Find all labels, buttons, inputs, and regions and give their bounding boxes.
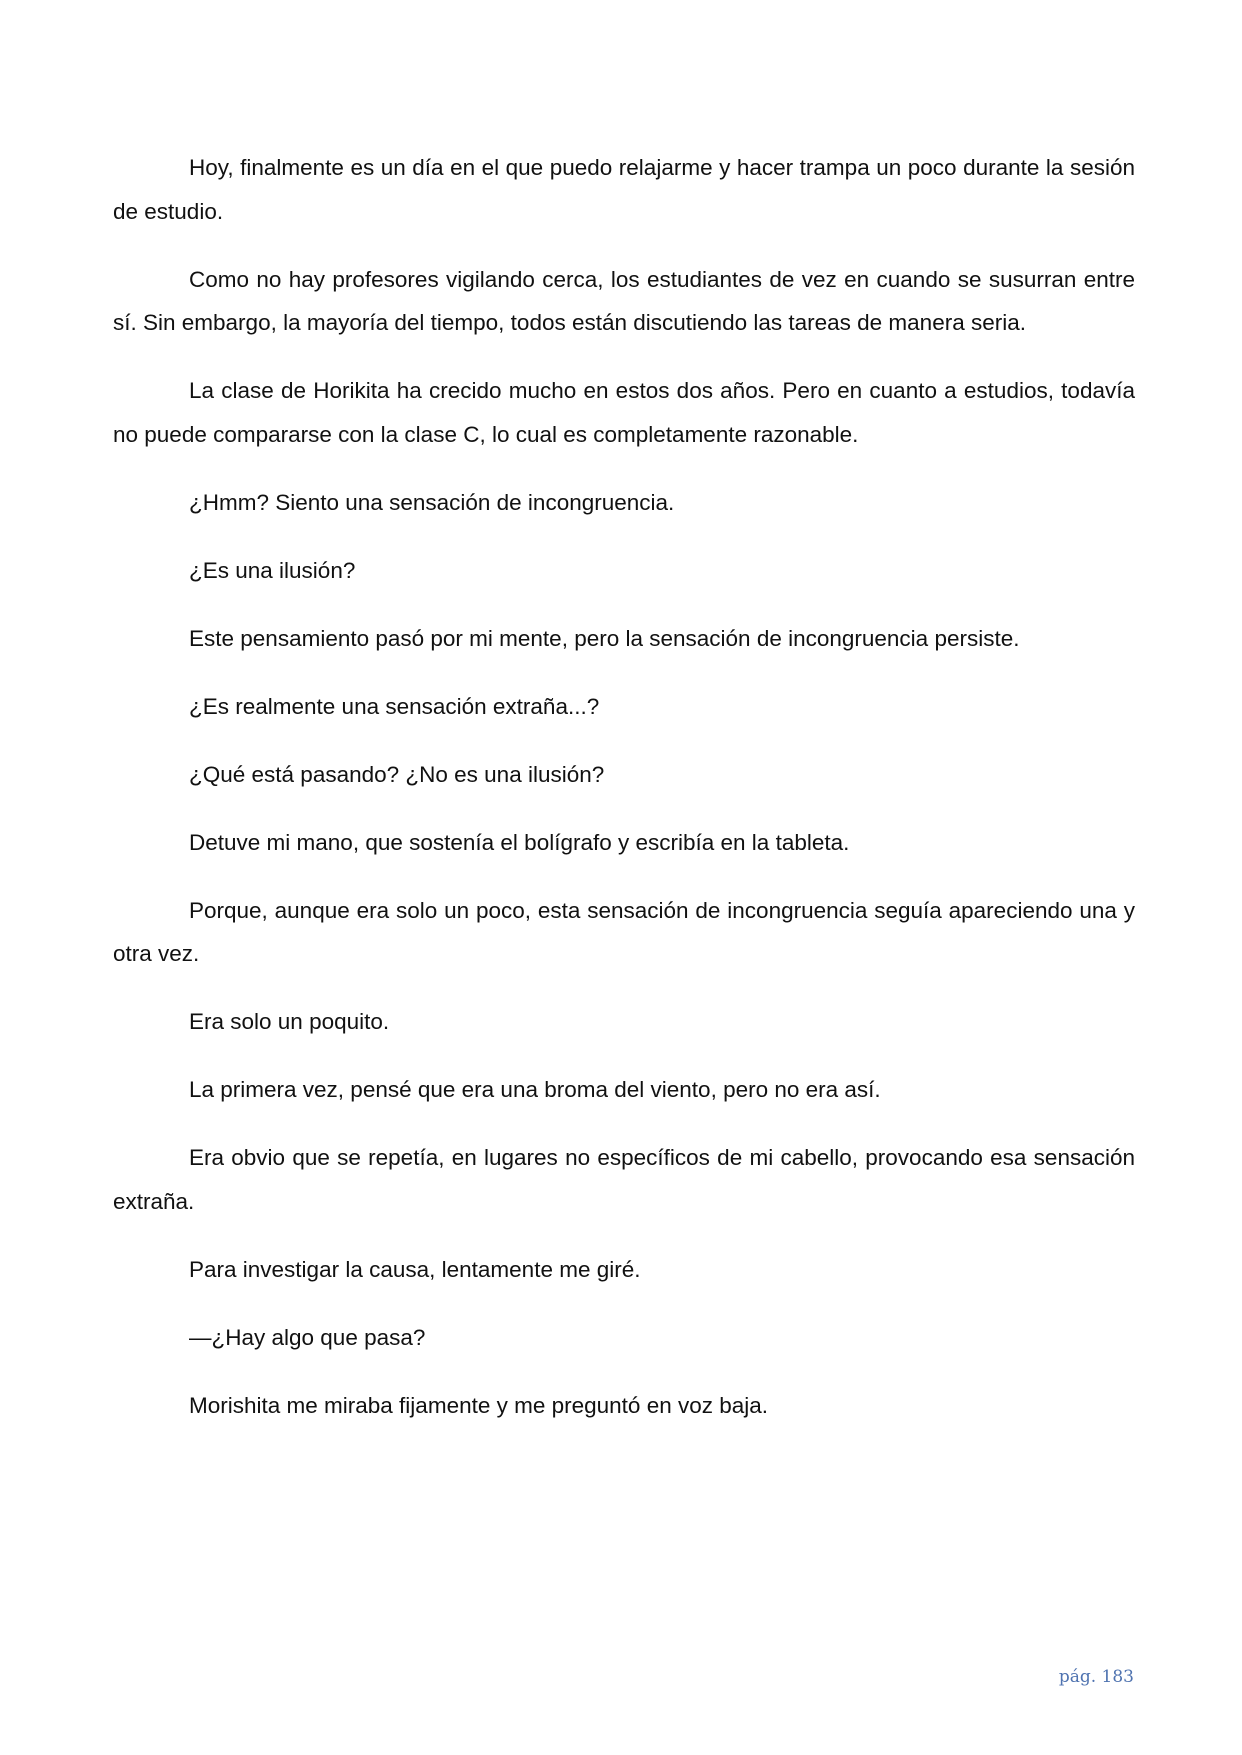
- paragraph: La primera vez, pensé que era una broma del viento, pero no era así.: [189, 1077, 881, 1102]
- paragraph: ¿Qué está pasando? ¿No es una ilusión?: [189, 761, 605, 787]
- paragraph: Para investigar la causa, lentamente me giré.: [189, 1256, 641, 1282]
- paragraph: Hoy, finalmente es un día en el que puedo relajarme y hacer trampa un poco durante la sesión de estudio.: [113, 155, 1135, 224]
- page-body: [113, 146, 1135, 1452]
- paragraph: Como no hay profesores vigilando cerca, los estudiantes de vez en cuando se susurran entre sí. Sin embargo, la mayoría del tiempo, todos están discutiendo las tareas de manera seria.: [113, 266, 1135, 335]
- paragraph: Porque, aunque era solo un poco, esta sensación de incongruencia seguía apareciendo una y otra vez.: [113, 897, 1135, 966]
- paragraph: ¿Es realmente una sensación extraña...?: [189, 693, 600, 719]
- paragraph: La clase de Horikita ha crecido mucho en estos dos años. Pero en cuanto a estudios, todavía no puede compararse con la clase C, lo cual es completamente razonable.: [113, 378, 1135, 447]
- paragraph: Morishita me miraba fijamente y me preguntó en voz baja.: [189, 1392, 769, 1418]
- paragraph: Este pensamiento pasó por mi mente, pero la sensación de incongruencia persiste.: [189, 625, 1020, 651]
- paragraph: Detuve mi mano, que sostenía el bolígrafo y escribía en la tableta.: [189, 829, 850, 855]
- paragraph: ¿Hmm? Siento una sensación de incongruencia.: [189, 489, 675, 515]
- page-number: pág. 183: [1058, 1667, 1134, 1687]
- paragraph: Era solo un poquito.: [189, 1009, 390, 1034]
- paragraph: Era obvio que se repetía, en lugares no específicos de mi cabello, provocando esa sensación extraña.: [113, 1145, 1135, 1214]
- paragraph: —¿Hay algo que pasa?: [189, 1324, 426, 1350]
- paragraph: ¿Es una ilusión?: [189, 557, 356, 583]
